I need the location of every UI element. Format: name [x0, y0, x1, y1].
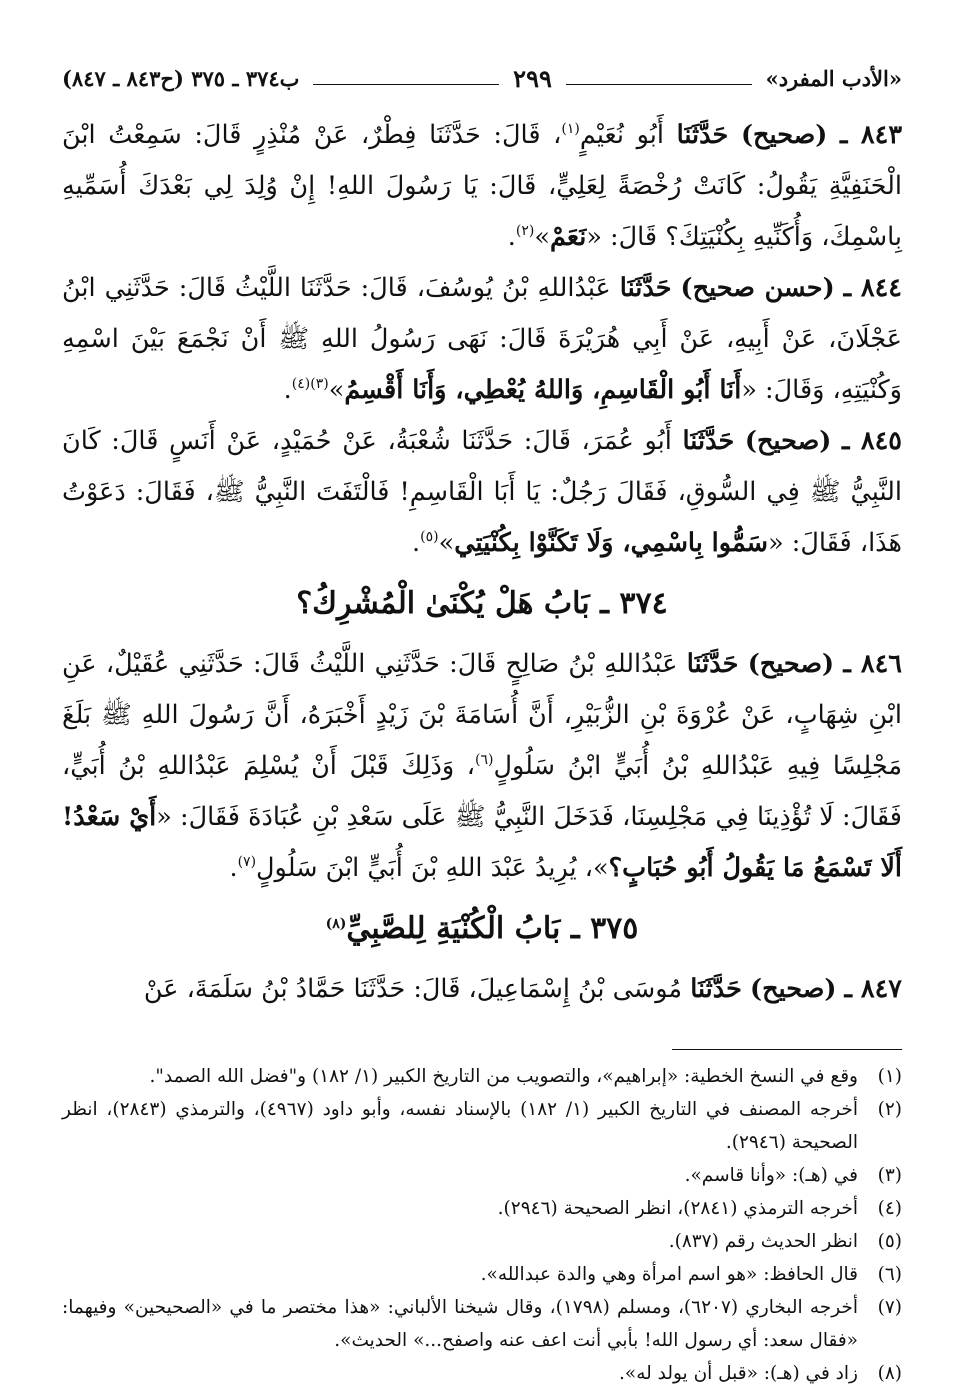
running-header	[62, 58, 902, 98]
footnote-text: قال الحافظ: «هو اسم امرأة وهي والدة عبدالله».	[480, 1264, 858, 1285]
hadith-number: ٨٤٧ ـ	[844, 974, 902, 1004]
footnote-number: (٦)	[877, 1264, 902, 1285]
footnote-5	[62, 1225, 902, 1258]
chapter-heading-375	[62, 896, 902, 962]
footnote-ref[interactable]: (٥)	[420, 529, 439, 545]
footnote-4	[62, 1192, 902, 1225]
hadith-text: .	[229, 853, 238, 883]
hadith-text: ، قَالَ: حَدَّثَنَا فِطْرٌ، عَنْ مُنْذِرٍ قَالَ: سَمِعْتُ ابْنَ الْحَنَفِيَّةِ يَقُولُ: كَانَتْ رُخْصَةً لِعَلِيٍّ، قَالَ: يَا رَسُولَ اللهِ! إِنْ وُلِدَ لِي بَعْدَكَ أُسَمِّيهِ بِاسْمِكَ، وَأُكَنِّيهِ بِكُنْيَتِكَ؟ قَالَ: «	[62, 120, 902, 252]
hadith-text: .	[283, 375, 292, 405]
footnote-3	[62, 1159, 902, 1192]
hadith-text: »	[438, 528, 455, 558]
footnote-number: (٥)	[877, 1231, 902, 1252]
hadith-text: »، يُرِيدُ عَبْدَ اللهِ بْنَ أُبَيٍّ ابْنَ سَلُولٍ	[256, 853, 609, 883]
footnote-number: (٨)	[877, 1363, 902, 1384]
header-rule	[313, 84, 499, 85]
footnote-separator	[672, 1049, 902, 1050]
page-number: ٢٩٩	[513, 63, 552, 93]
header-rule	[566, 84, 752, 85]
chapter-title: ٣٧٥ ـ بَابُ الْكُنْيَةِ لِلصَّبِيِّ	[346, 911, 639, 946]
hadith-number: ٨٤٣ ـ	[840, 120, 903, 150]
hadith-text: .	[412, 528, 421, 558]
footnote-text: وقع في النسخ الخطية: «إبراهيم»، والتصويب من التاريخ الكبير (١/ ١٨٢) و"فضل الله الصمد".	[149, 1066, 858, 1087]
footnote-6	[62, 1258, 902, 1291]
footnote-text: في (هـ): «وأنا قاسم».	[684, 1165, 858, 1186]
hadith-846	[62, 639, 902, 894]
footnote-text: أخرجه المصنف في التاريخ الكبير (١/ ١٨٢) بالإسناد نفسه، وأبو داود (٤٩٦٧)، والترمذي (٢٨٤٣)، انظر الصحيحة (٢٩٤٦).	[62, 1099, 858, 1153]
footnote-ref[interactable]: (٨)	[325, 916, 347, 932]
prophet-saying: سَمُّوا بِاسْمِي، وَلَا تَكَنَّوْا بِكُنْيَتِي	[454, 528, 769, 558]
hadith-grade: (صحيح)	[744, 426, 832, 456]
hadith-grade: (صحيح)	[740, 120, 828, 150]
hadith-844	[62, 263, 902, 416]
footnote-number: (٤)	[877, 1198, 902, 1219]
haddathana: حَدَّثَنَا	[686, 649, 739, 679]
footnote-ref[interactable]: (٦)	[475, 752, 494, 768]
footnote-7	[62, 1291, 902, 1357]
footnote-text: أخرجه الترمذي (٢٨٤١)، انظر الصحيحة (٢٩٤٦).	[497, 1198, 858, 1219]
haddathana: حَدَّثَنَا	[676, 120, 729, 150]
main-text	[62, 110, 902, 1015]
hadith-grade: (حسن صحيح)	[680, 273, 835, 303]
hadith-grade: (صحيح)	[750, 974, 837, 1004]
hadith-text: .	[507, 222, 516, 252]
haddathana: حَدَّثَنَا	[690, 974, 742, 1004]
footnote-number: (٢)	[877, 1099, 902, 1120]
footnote-ref[interactable]: (٣)(٤)	[291, 376, 329, 392]
footnote-number: (١)	[877, 1066, 902, 1087]
hadith-text: عَبْدُاللهِ بْنُ صَالِحٍ قَالَ: حَدَّثَنِي اللَّيْثُ قَالَ: حَدَّثَنِي عُقَيْلٌ، عَنِ ابْنِ شِهَابٍ، عَنْ عُرْوَةَ بْنِ الزُّبَيْرِ، أَنَّ أُسَامَةَ بْنَ زَيْدٍ أَخْبَرَهُ، أَنَّ رَسُولَ اللهِ ﷺ بَلَغَ مَجْلِسًا فِيهِ عَبْدُاللهِ بْنُ أُبَيٍّ ابْنُ سَلُولٍ	[62, 649, 902, 781]
hadith-845	[62, 416, 902, 569]
footnote-8	[62, 1357, 902, 1390]
footnote-text: زاد في (هـ): «قبل أن يولد له».	[619, 1363, 858, 1384]
header-range: ب٣٧٤ ـ ٣٧٥ (ح٨٤٣ ـ ٨٤٧)	[61, 65, 300, 91]
hadith-text: »	[328, 375, 345, 405]
hadith-text: مُوسَى بْنُ إِسْمَاعِيلَ، قَالَ: حَدَّثَنَا حَمَّادُ بْنُ سَلَمَةَ، عَنْ	[143, 974, 683, 1004]
haddathana: حَدَّثَنَا	[619, 273, 672, 303]
header-book-title: «الأدب المفرد»	[765, 65, 902, 91]
hadith-number: ٨٤٦ ـ	[843, 649, 902, 679]
hadith-text: »	[534, 222, 550, 252]
hadith-number: ٨٤٥ ـ	[841, 426, 902, 456]
footnote-text: انظر الحديث رقم (٨٣٧).	[668, 1231, 858, 1252]
hadith-text: عَبْدُاللهِ بْنُ يُوسُفَ، قَالَ: حَدَّثَنَا اللَّيْثُ قَالَ: حَدَّثَنِي ابْنُ عَجْلَانَ، عَنْ أَبِيهِ، عَنْ أَبِي هُرَيْرَةَ قَالَ: نَهَى رَسُولُ اللهِ ﷺ أَنْ نَجْمَعَ بَيْنَ اسْمِهِ وَكُنْيَتِهِ، وَقَالَ: «	[62, 273, 902, 405]
footnote-number: (٣)	[877, 1165, 902, 1186]
footnote-ref[interactable]: (٢)	[515, 223, 535, 239]
hadith-grade: (صحيح)	[747, 649, 835, 679]
haddathana: حَدَّثَنَا	[682, 426, 735, 456]
footnote-ref[interactable]: (٧)	[237, 854, 257, 870]
footnote-ref[interactable]: (١)	[561, 121, 580, 137]
footnotes	[62, 1060, 902, 1390]
prophet-saying: أَنَا أَبُو الْقَاسِمِ، وَاللهُ يُعْطِي، وَأَنَا أَقْسِمُ	[344, 375, 742, 405]
footnote-1	[62, 1060, 902, 1093]
chapter-heading-374: ٣٧٤ ـ بَابُ هَلْ يُكْنَىٰ الْمُشْرِكُ؟	[296, 586, 668, 621]
hadith-text: أَبُو نُعَيْمٍ	[579, 120, 664, 150]
prophet-saying: أَيْ سَعْدُ! أَلَا تَسْمَعُ مَا يَقُولُ أَبُو حُبَابٍ؟	[62, 802, 902, 883]
footnote-text: أخرجه البخاري (٦٢٠٧)، ومسلم (١٧٩٨)، وقال شيخنا الألباني: «هذا مختصر ما في «الصحيحين» وفيهما: «فقال سعد: أي رسول الله! بأبي أنت اعف عنه واصفح...» الحديث».	[62, 1297, 858, 1351]
book-page	[62, 58, 902, 1390]
prophet-saying: نَعَمْ	[549, 222, 587, 252]
hadith-847	[62, 964, 902, 1015]
footnote-2	[62, 1093, 902, 1159]
hadith-843	[62, 110, 902, 263]
hadith-text: ، وَذَلِكَ قَبْلَ أَنْ يُسْلِمَ عَبْدُاللهِ بْنُ أُبَيٍّ، فَقَالَ: لَا تُؤْذِينَا فِي مَجْلِسِنَا، فَدَخَلَ النَّبِيُّ ﷺ عَلَى سَعْدِ بْنِ عُبَادَةَ فَقَالَ: «	[62, 751, 902, 832]
footnote-number: (٧)	[877, 1297, 902, 1318]
hadith-number: ٨٤٤ ـ	[843, 273, 902, 303]
hadith-text: أَبُو عُمَرَ، قَالَ: حَدَّثَنَا شُعْبَةُ، عَنْ حُمَيْدٍ، عَنْ أَنَسٍ قَالَ: كَانَ النَّبِيُّ ﷺ فِي السُّوقِ، فَقَالَ رَجُلٌ: يَا أَبَا الْقَاسِمِ! فَالْتَفَتَ النَّبِيُّ ﷺ، فَقَالَ: دَعَوْتُ هَذَا، فَقَالَ: «	[62, 426, 902, 558]
